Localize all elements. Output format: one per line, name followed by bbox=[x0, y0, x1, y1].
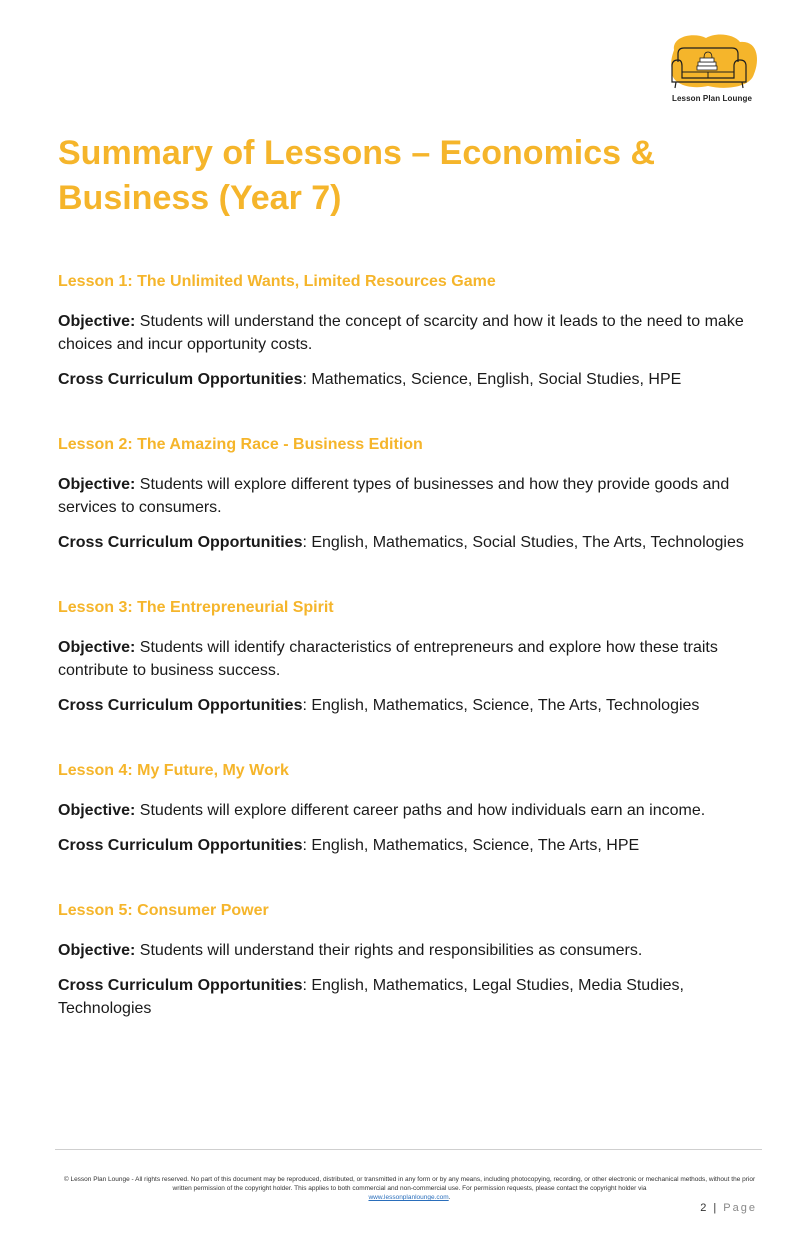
objective-label: Objective: bbox=[58, 639, 136, 656]
objective-text: Students will explore different types of businesses and how they provide goods and services to consumers. bbox=[58, 476, 730, 516]
lesson-heading: Lesson 2: The Amazing Race - Business Edition bbox=[58, 436, 423, 453]
objective-text: Students will explore different career paths and how individuals earn an income. bbox=[135, 802, 706, 819]
lesson-objective bbox=[58, 636, 758, 682]
lesson-objective bbox=[58, 939, 758, 962]
lesson-cross-curriculum bbox=[58, 974, 758, 1020]
lesson-4 bbox=[58, 761, 758, 857]
page-label: Page bbox=[723, 1202, 757, 1214]
lesson-cross-curriculum bbox=[58, 694, 758, 717]
objective-label: Objective: bbox=[58, 476, 136, 493]
sofa-icon bbox=[664, 32, 760, 94]
logo-text: Lesson Plan Lounge bbox=[671, 94, 753, 103]
cross-curriculum-label: Cross Curriculum Opportunities bbox=[58, 371, 303, 388]
lesson-list bbox=[58, 272, 758, 1064]
lesson-3 bbox=[58, 598, 758, 717]
page-separator: | bbox=[708, 1202, 724, 1214]
footer-copyright bbox=[62, 1175, 757, 1202]
cross-curriculum-text: : Mathematics, Science, English, Social Studies, HPE bbox=[302, 371, 682, 388]
objective-label: Objective: bbox=[58, 802, 136, 819]
lesson-heading: Lesson 3: The Entrepreneurial Spirit bbox=[58, 599, 334, 616]
cross-curriculum-label: Cross Curriculum Opportunities bbox=[58, 697, 303, 714]
cross-curriculum-text: : English, Mathematics, Social Studies, The Arts, Technologies bbox=[302, 534, 744, 551]
lesson-5 bbox=[58, 901, 758, 1020]
cross-curriculum-label: Cross Curriculum Opportunities bbox=[58, 837, 303, 854]
page-number-value: 2 bbox=[700, 1202, 709, 1214]
cross-curriculum-text: : English, Mathematics, Legal Studies, Media Studies, Technologies bbox=[58, 977, 684, 1017]
lesson-cross-curriculum bbox=[58, 368, 758, 391]
cross-curriculum-text: : English, Mathematics, Science, The Arts, Technologies bbox=[302, 697, 700, 714]
objective-label: Objective: bbox=[58, 942, 136, 959]
lesson-objective bbox=[58, 473, 758, 519]
brand-logo bbox=[664, 32, 760, 106]
page-number bbox=[700, 1202, 757, 1214]
lesson-heading: Lesson 4: My Future, My Work bbox=[58, 762, 289, 779]
lesson-heading: Lesson 5: Consumer Power bbox=[58, 902, 269, 919]
objective-text: Students will identify characteristics of entrepreneurs and explore how these traits contribute to business success. bbox=[58, 639, 718, 679]
website-link[interactable]: www.lessonplanlounge.com bbox=[368, 1194, 449, 1201]
lesson-cross-curriculum bbox=[58, 531, 758, 554]
lesson-objective bbox=[58, 310, 758, 356]
objective-label: Objective: bbox=[58, 313, 136, 330]
lesson-2 bbox=[58, 435, 758, 554]
objective-text: Students will understand their rights and responsibilities as consumers. bbox=[135, 942, 643, 959]
lesson-cross-curriculum bbox=[58, 834, 758, 857]
objective-text: Students will understand the concept of scarcity and how it leads to the need to make choices and incur opportunity costs. bbox=[58, 313, 744, 353]
lesson-1 bbox=[58, 272, 758, 391]
copyright-text: © Lesson Plan Lounge - All rights reserved. No part of this document may be reproduced, distributed, or transmitted in any form or by any means, including photocopying, recording, or other electronic or mechanical methods, without the prior written permission of the copyright holder. This applies to both commercial and non-commercial use. For permission requests, please contact the copyright holder via bbox=[63, 1176, 756, 1192]
link-suffix: . bbox=[448, 1194, 451, 1201]
cross-curriculum-label: Cross Curriculum Opportunities bbox=[58, 977, 303, 994]
page-title: Summary of Lessons – Economics & Business (Year 7) bbox=[58, 134, 656, 217]
lesson-objective bbox=[58, 799, 758, 822]
cross-curriculum-label: Cross Curriculum Opportunities bbox=[58, 534, 303, 551]
cross-curriculum-text: : English, Mathematics, Science, The Arts, HPE bbox=[302, 837, 640, 854]
footer-divider bbox=[55, 1149, 762, 1150]
lesson-heading: Lesson 1: The Unlimited Wants, Limited Resources Game bbox=[58, 273, 496, 290]
